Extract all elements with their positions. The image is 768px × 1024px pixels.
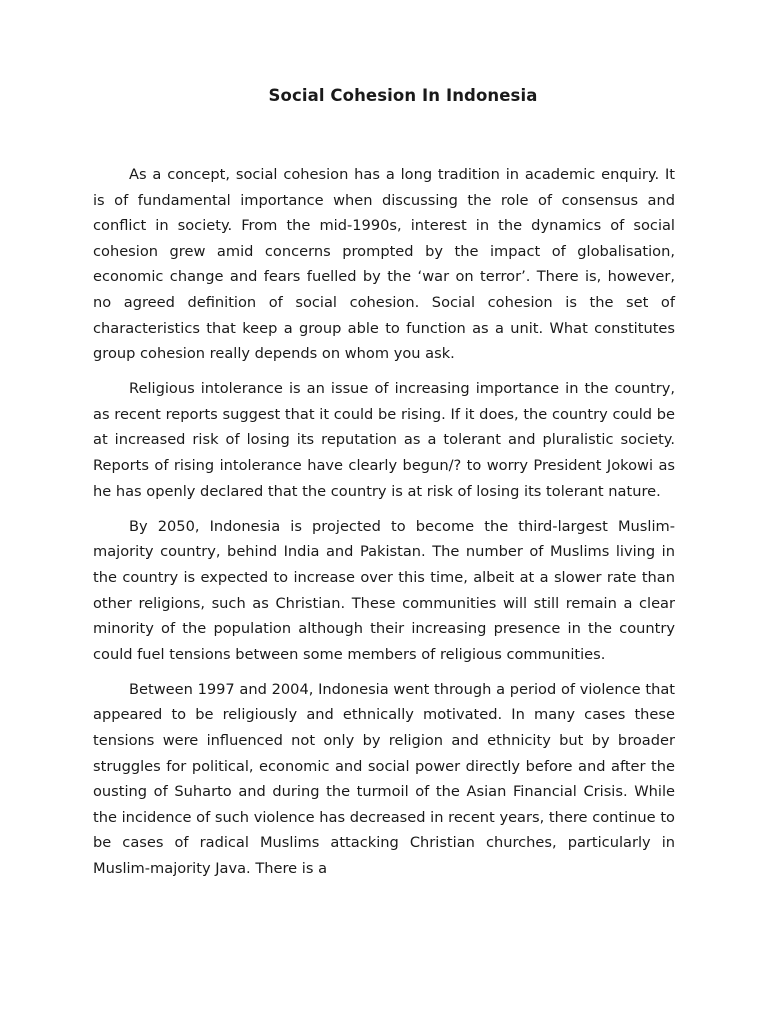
paragraph-religious-intolerance: Religious intolerance is an issue of increasing importance in the country, as recent reports suggest that it could be rising. If it does, the country could be at increased risk of losing its reputation as a tolerant and pluralistic society. Reports of rising intolerance have clearly begun/? to worry President Jokowi as he has openly declared that the country is at risk of losing its tolerant nature.: [93, 380, 675, 500]
document-title: Social Cohesion In Indonesia: [268, 86, 538, 105]
paragraph-violence-1997-2004: Between 1997 and 2004, Indonesia went through a period of violence that appeared to be religiously and ethnically motivated. In many cases these tensions were influenced not only by religion and ethnicity but by broader struggles for political, economic and social power directly before and after the ousting of Suharto and during the turmoil of the Asian Financial Crisis. While the incidence of such violence has decreased in recent years, there continue to be cases of radical Muslims attacking Christian churches, particularly in Muslim-majority Java. There is a: [93, 680, 675, 877]
paragraph-muslim-majority-projection: By 2050, Indonesia is projected to become the third-largest Muslim-majority country, behind India and Pakistan. The number of Muslims living in the country is expected to increase over this time, albeit at a slower rate than other religions, such as Christian. These communities will still remain a clear minority of the population although their increasing presence in the country could fuel tensions between some members of religious communities.: [93, 517, 675, 663]
paragraph-social-cohesion-concept: As a concept, social cohesion has a long tradition in academic enquiry. It is of fundamental importance when discussing the role of consensus and conflict in society. From the mid-1990s, interest in the dynamics of social cohesion grew amid concerns prompted by the impact of globalisation, economic change and fears fuelled by the ‘war on terror’. There is, however, no agreed definition of social cohesion. Social cohesion is the set of characteristics that keep a group able to function as a unit. What constitutes group cohesion really depends on whom you ask.: [93, 166, 675, 363]
document-body: [93, 162, 675, 882]
